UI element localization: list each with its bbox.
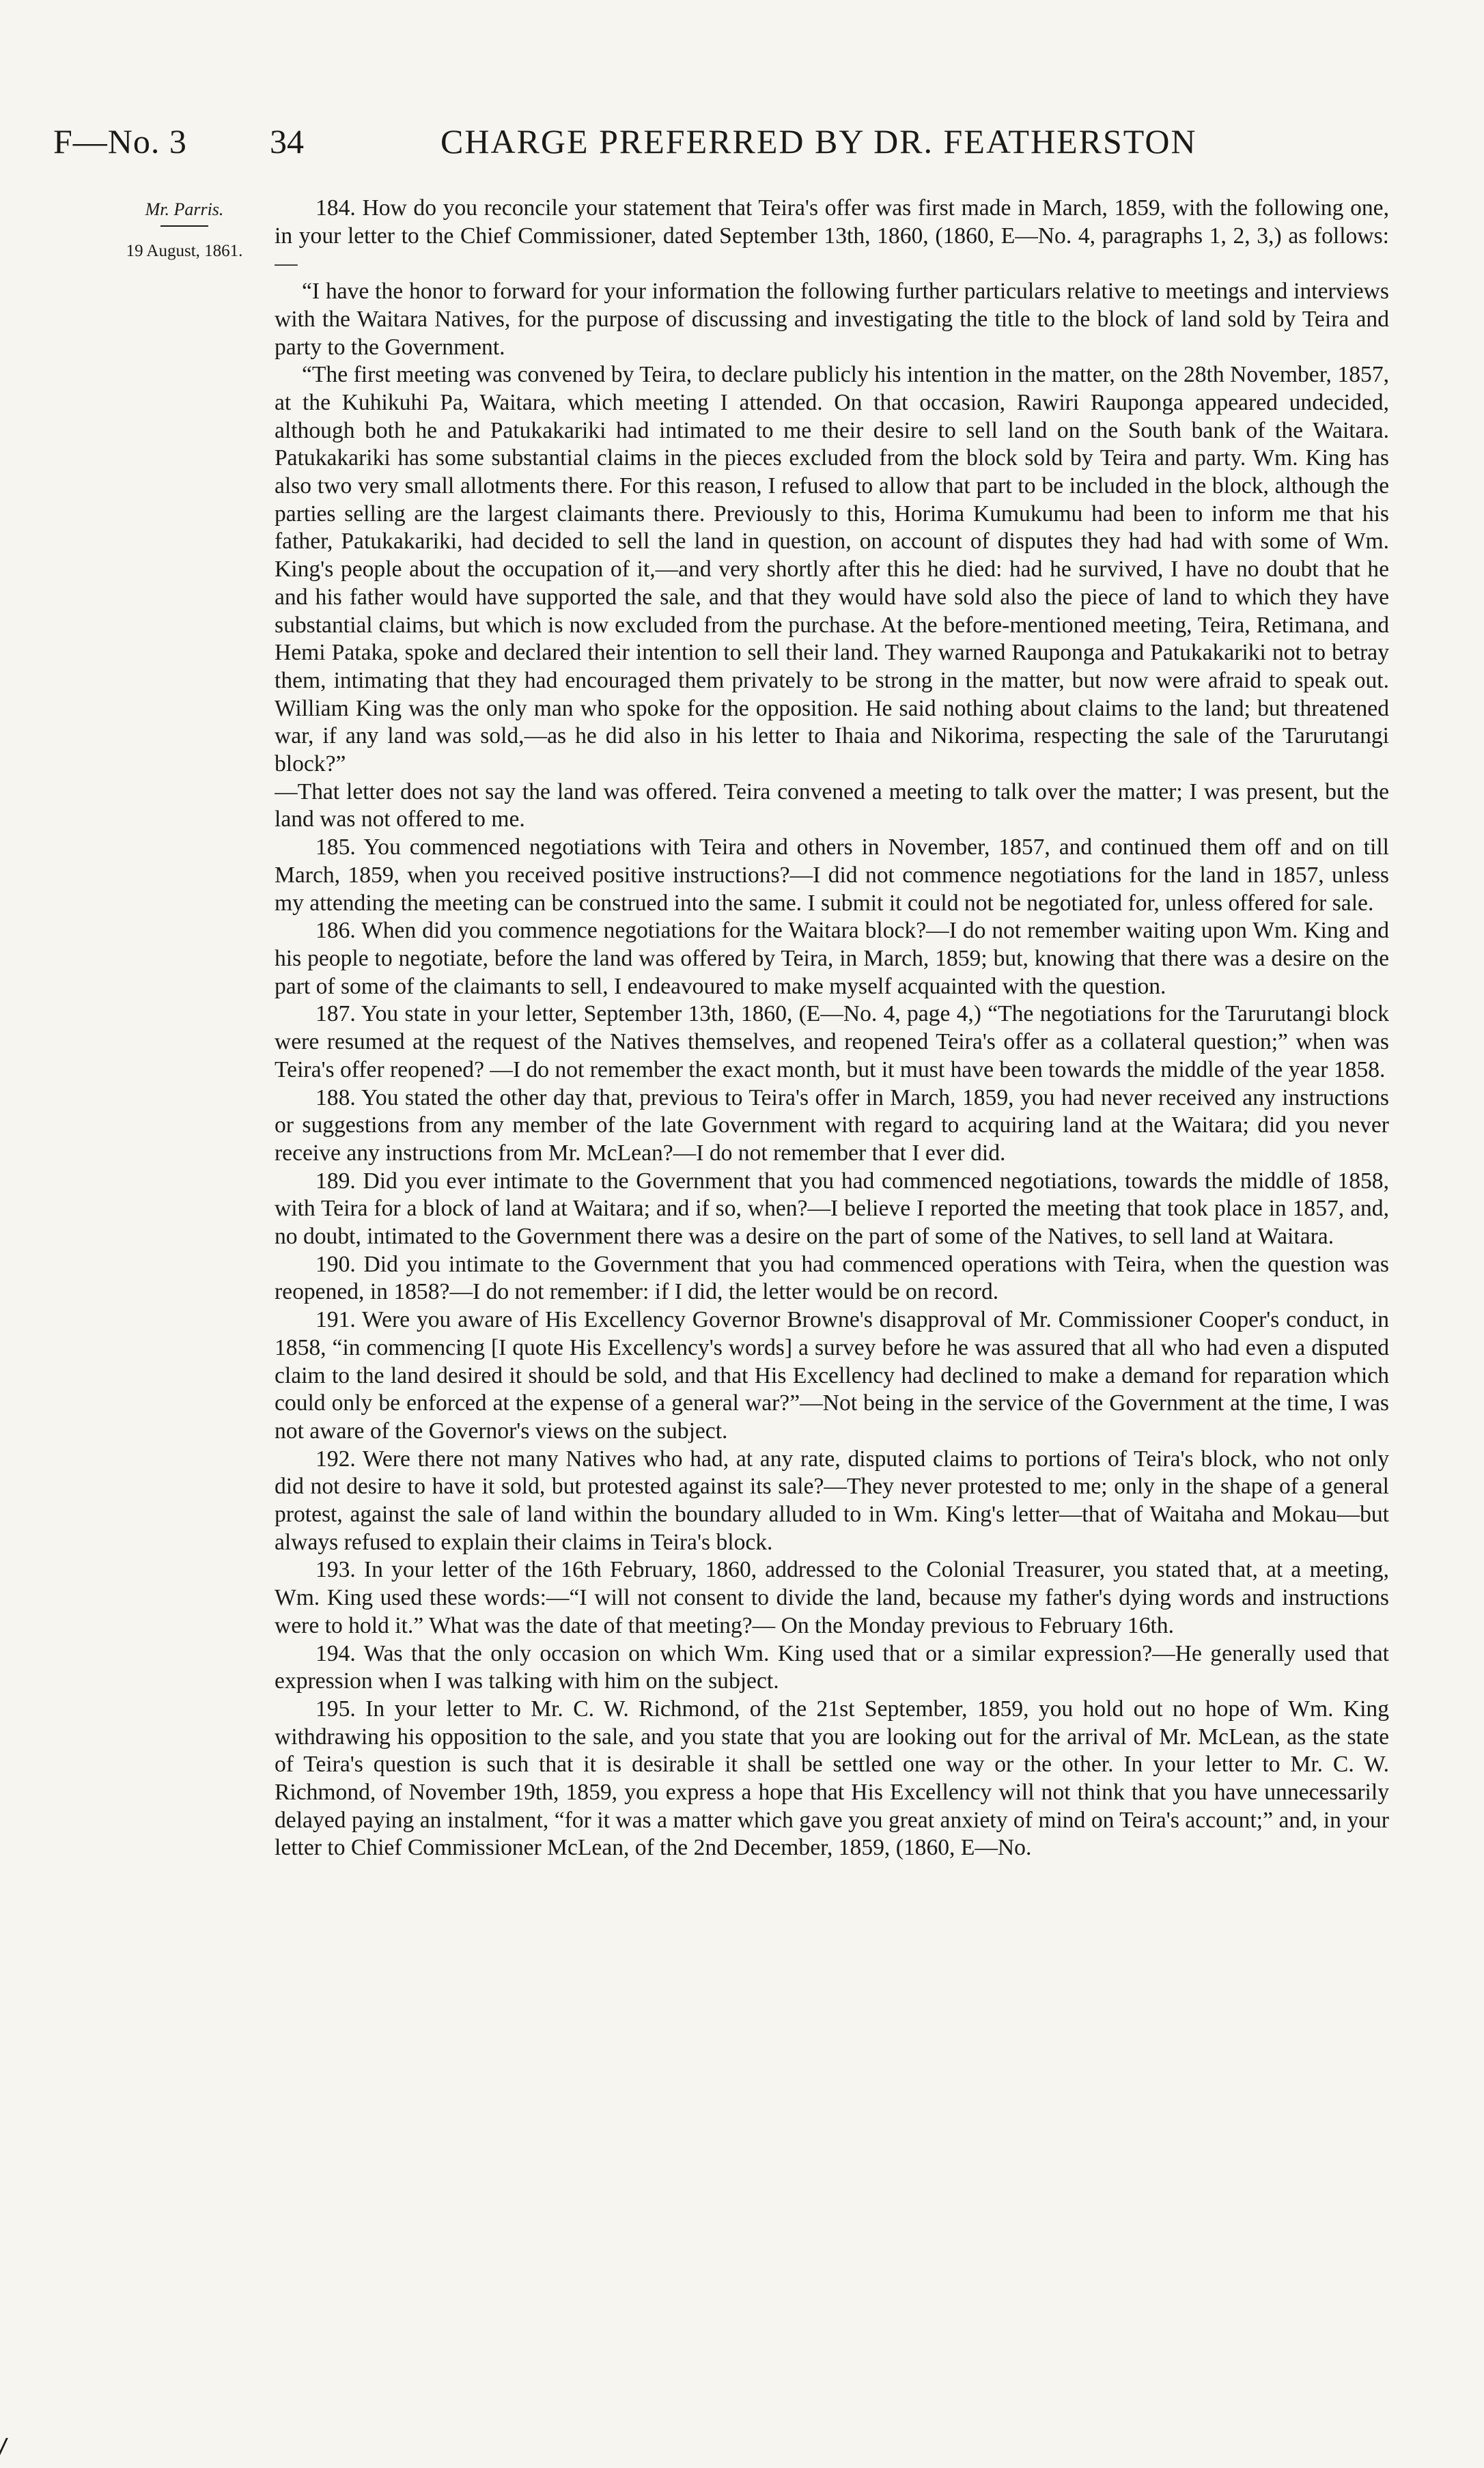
paragraph-188: 188. You stated the other day that, previous to Teira's offer in March, 1859, you had never received any instructions or suggestions from any member of the late Government with regard to acquiring land at the Waitara; did you never receive any instructions from Mr. McLean?—I do not remember that I ever did. <box>275 1084 1389 1166</box>
page-number: 34 <box>270 122 304 160</box>
witness-name: Mr. Parris. <box>145 199 224 219</box>
paragraph-192: 192. Were there not many Natives who had, at any rate, disputed claims to portions of Teira's block, who not only did not desire to have it sold, but protested against its sale?—They never protested to me; only in the shape of a general protest, against the sale of land within the boundary alluded to in Wm. King's letter—that of Waitaha and Mokau—but always refused to explain their claims in Teira's block. <box>275 1446 1389 1555</box>
paragraph-187: 187. You state in your letter, September 13th, 1860, (E—No. 4, page 4,) “The negotiations for the Tarurutangi block were resumed at the request of the Natives themselves, and reopened Teira's offer as a collateral question;” when was Teira's offer reopened? —I do not remember the exact month, but it must have been towards the middle of the year 1858. <box>275 1001 1389 1082</box>
scan-mark <box>0 2438 20 2464</box>
document-body <box>275 195 1389 2318</box>
paragraph-194: 194. Was that the only occasion on which Wm. King used that or a similar expression?—He generally used that expression when I was talking with him on the subject. <box>275 1640 1389 1694</box>
margin-note <box>82 199 287 261</box>
paragraph-186: 186. When did you commence negotiations for the Waitara block?—I do not remember waiting upon Wm. King and his people to negotiate, before the land was offered by Teira, in March, 1859; but, knowing that there was a desire on the part of some of the claimants to sell, I endeavoured to make myself acquainted with the question. <box>275 918 1389 999</box>
margin-rule <box>160 225 208 227</box>
answer-paragraph: —That letter does not say the land was offered. Teira convened a meeting to talk over the matter; I was present, but the land was not offered to me. <box>275 779 1389 832</box>
paragraph-193: 193. In your letter of the 16th February, 1860, addressed to the Colonial Treasurer, you stated that, at a meeting, Wm. King used these words:—“I will not consent to divide the land, because my father's dying words and instructions were to hold it.” What was the date of that meeting?— On the Monday previous to February 16th. <box>275 1557 1389 1638</box>
paragraph-185: 185. You commenced negotiations with Teira and others in November, 1857, and continued them off and on till March, 1859, when you received positive instructions?—I did not commence negotiations for the land in 1857, unless my attending the meeting can be construed into the same. I submit it could not be negotiated for, unless offered for sale. <box>275 835 1389 916</box>
quote-paragraph: “The first meeting was convened by Teira, to declare publicly his intention in the matter, on the 28th November, 1857, at the Kuhikuhi Pa, Waitara, which meeting I attended. On that occasion, Rawiri Rauponga appeared undecided, although both he and Patukakariki had intimated to me their desire to sell land on the South bank of the Waitara. Patukakariki has some substantial claims in the pieces excluded from the block sold by Teira and party. Wm. King has also two very small allotments there. For this reason, I refused to allow that part to be included in the block, although the parties selling are the largest claimants there. Previously to this, Horima Kumukumu had been to inform me that his father, Patukakariki, had decided to sell the land in question, on account of disputes they had had with some of Wm. King's people about the occupation of it,—and very shortly after this he died: had he survived, I have no doubt that he and his father would have supported the sale, and that they would have sold also the piece of land to which they have substantial claims, but which is now excluded from the purchase. At the before-mentioned meeting, Teira, Retimana, and Hemi Pataka, spoke and declared their intention to sell their land. They warned Rauponga and Patukakariki not to betray them, intimating that they had encouraged them privately to be strong in the matter, but now were afraid to speak out. William King was the only man who spoke for the opposition. He said nothing about claims to the land; but threatened war, if any land was sold,—as he did also in his letter to Ihaia and Nikorima, respecting the sale of the Tarurutangi block?” <box>275 362 1389 777</box>
page-title: CHARGE PREFERRED BY DR. FEATHERSTON <box>440 122 1197 160</box>
paragraph-184: 184. How do you reconcile your statement that Teira's offer was first made in March, 1859, with the following one, in your letter to the Chief Commissioner, dated September 13th, 1860, (1860, E—No. 4, paragraphs 1, 2, 3,) as follows:— <box>275 195 1389 277</box>
paragraph-195: 195. In your letter to Mr. C. W. Richmond, of the 21st September, 1859, you hold out no hope of Wm. King withdrawing his opposition to the sale, and you state that you are looking out for the arrival of Mr. McLean, as the state of Teira's question is such that it is desirable it shall be settled one way or the other. In your letter to Mr. C. W. Richmond, of November 19th, 1859, you express a hope that His Excellency will not think that you have unnecessarily delayed paying an instalment, “for it was a matter which gave you great anxiety of mind on Teira's account;” and, in your letter to Chief Commissioner McLean, of the 2nd December, 1859, (1860, E—No. <box>275 1696 1389 1861</box>
paragraph-189: 189. Did you ever intimate to the Government that you had commenced negotiations, towards the middle of 1858, with Teira for a block of land at Waitara; and if so, when?—I believe I reported the meeting that took place in 1857, and, no doubt, intimated to the Government there was a desire on the part of some of the Natives, to sell land at Waitara. <box>275 1168 1389 1250</box>
document-code: F—No. 3 <box>53 122 187 160</box>
paragraph-190: 190. Did you intimate to the Government that you had commenced operations with Teira, when the question was reopened, in 1858?—I do not remember: if I did, the letter would be on record. <box>275 1251 1389 1305</box>
quote-paragraph: “I have the honor to forward for your information the following further particulars relative to meetings and interviews with the Waitara Natives, for the purpose of discussing and investigating the title to the block of land sold by Teira and party to the Government. <box>275 279 1389 360</box>
page-header <box>0 122 1484 176</box>
paragraph-191: 191. Were you aware of His Excellency Governor Browne's disapproval of Mr. Commissioner Cooper's conduct, in 1858, “in commencing [I quote His Excellency's words] a survey before he was assured that all who had even a disputed claim to the land desired it should be sold, and that His Excellency had declined to make a demand for reparation which could only be enforced at the expense of a general war?”—Not being in the service of the Government at the time, I was not aware of the Governor's views on the subject. <box>275 1307 1389 1444</box>
hearing-date: 19 August, 1861. <box>126 242 243 260</box>
